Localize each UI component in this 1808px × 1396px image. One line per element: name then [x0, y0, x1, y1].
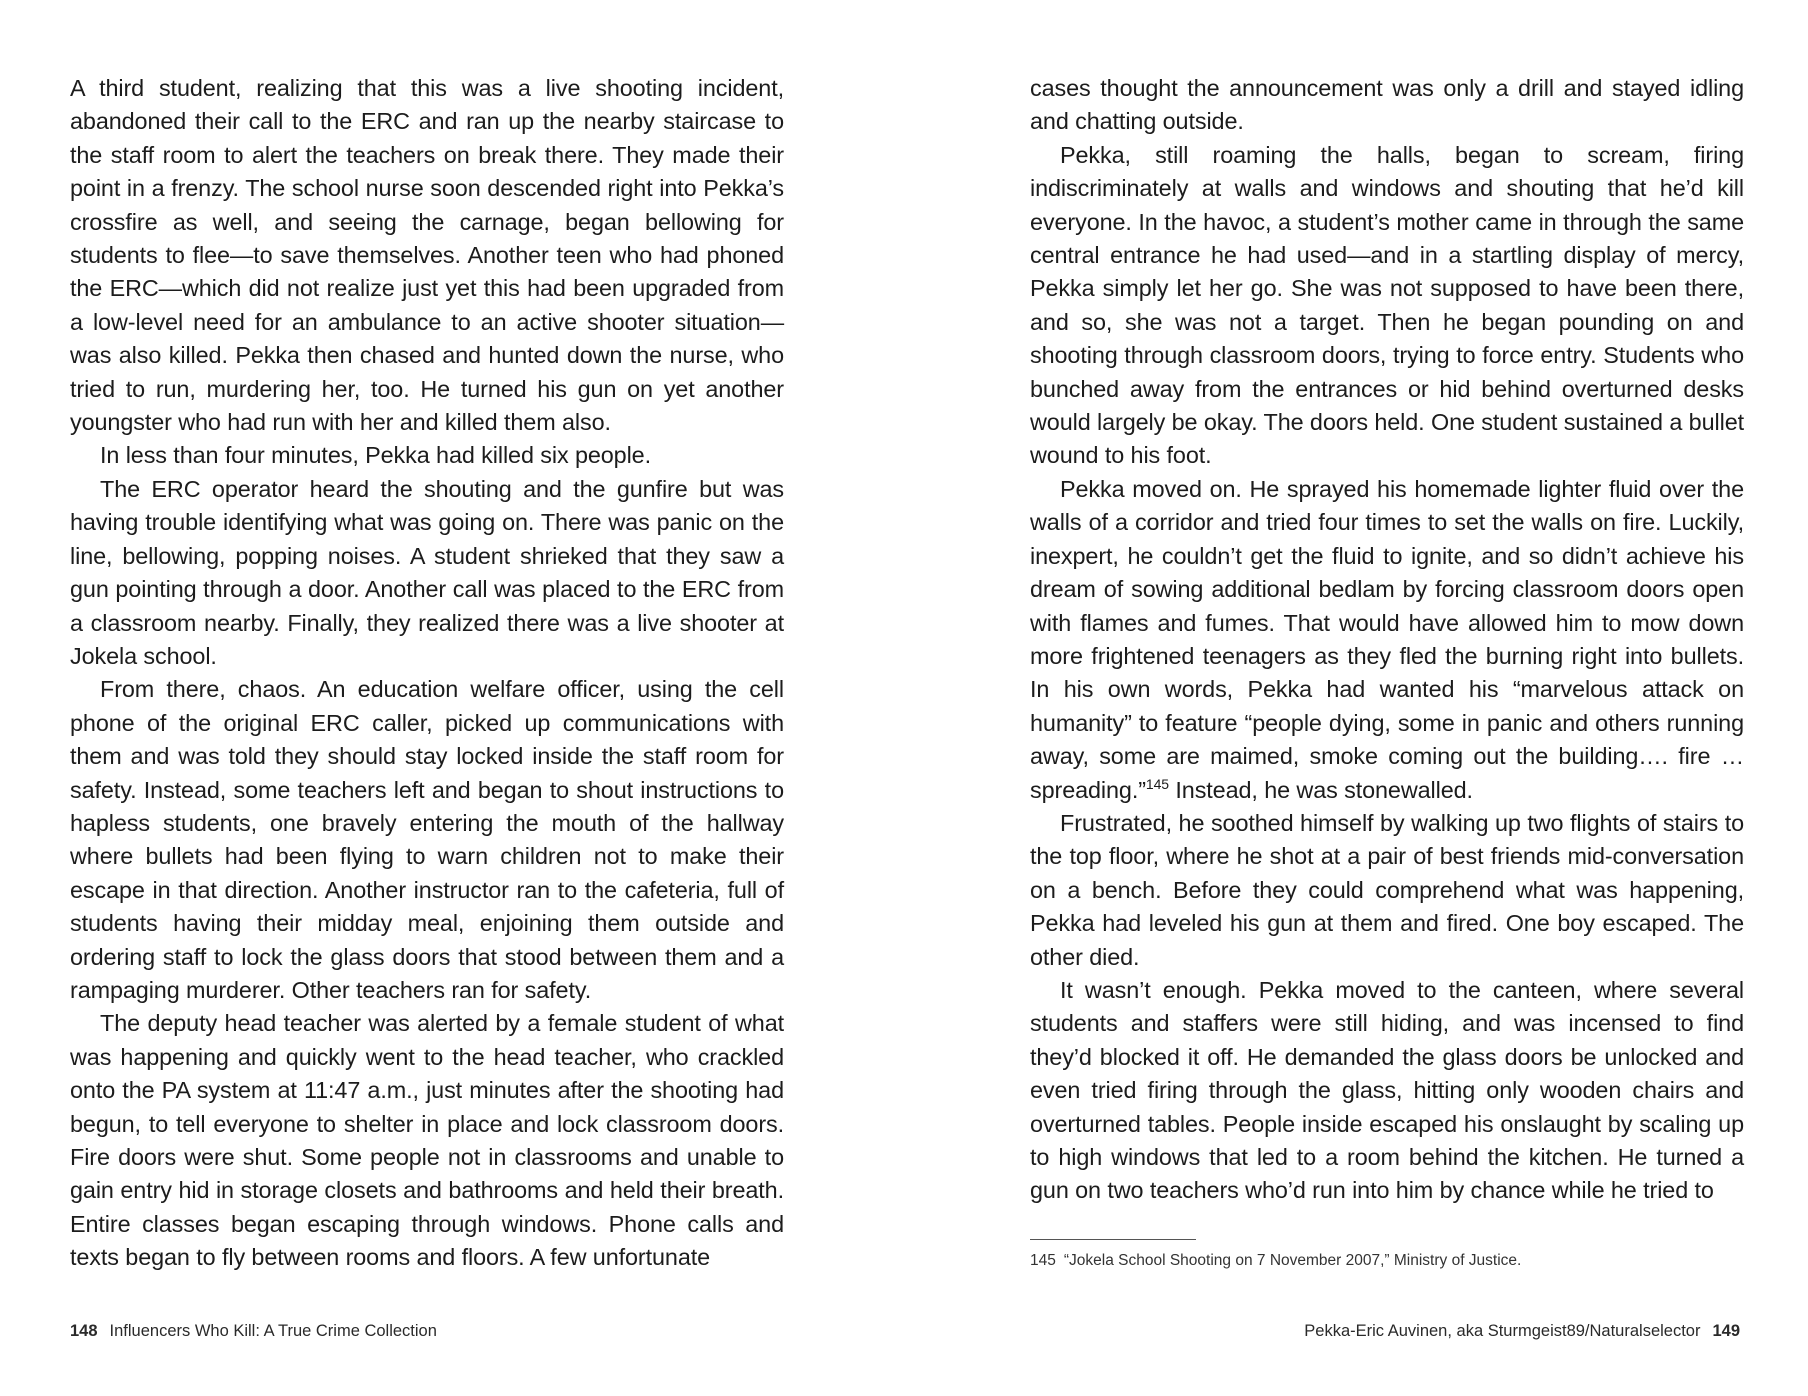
paragraph-text: Pekka moved on. He sprayed his homemade lighter fluid over the walls of a corridor and tried four times to set the walls on fire. Luckily, inexpert, he couldn’t get the fluid to ignite, and so didn’t achieve his dream of sowing additional bedlam by forcing classroom doors open with flames and fumes. That would have allowed him to mow down more frightened teenagers as they fled the burning right into bullets. In his own words, Pekka had wanted his “marvelous attack on humanity” to feature “people dying, some in panic and others running away, some are maimed, smoke coming out the building…. fire … spreading.” [1030, 475, 1744, 803]
body-paragraph: From there, chaos. An education welfare officer, using the cell phone of the original ERC caller, picked up communications with them and was told they should stay locked inside the staff room for safety. Instead, some teachers left and began to shout instructions to hapless students, one bravely entering the mouth of the hallway where bullets had been flying to warn children not to make their escape in that direction. Another instructor ran to the cafeteria, full of students having their midday meal, enjoining them outside and ordering staff to lock the glass doors that stood between them and a rampaging murderer. Other teachers ran for safety. [70, 676, 784, 1003]
right-page [1030, 72, 1744, 1208]
footnote-text: “Jokela School Shooting on 7 November 2007,” Ministry of Justice. [1063, 1252, 1522, 1269]
body-paragraph: A third student, realizing that this was a live shooting incident, abandoned their call to the ERC and ran up the nearby staircase to the staff room to alert the teachers on break there. They made their point in a frenzy. The school nurse soon descended right into Pekka’s crossfire as well, and seeing the carnage, began bellowing for students to flee—to save themselves. Another teen who had phoned the ERC—which did not realize just yet this had been upgraded from a low-level need for an ambulance to an active shooter situation—was also killed. Pekka then chased and hunted down the nurse, who tried to run, murdering her, too. He turned his gun on yet another youngster who had run with her and killed them also. [70, 75, 784, 436]
body-paragraph: cases thought the announcement was only a drill and stayed idling and chatting outside. [1030, 75, 1744, 135]
body-paragraph: It wasn’t enough. Pekka moved to the canteen, where several students and staffers were still hiding, and was incensed to find they’d blocked it off. He demanded the glass doors be unlocked and even tried firing through the glass, hitting only wooden chairs and overturned tables. People inside escaped his onslaught by scaling up to high windows that led to a room behind the kitchen. He turned a gun on two teachers who’d run into him by chance while he tried to [1030, 976, 1744, 1204]
body-paragraph: Pekka, still roaming the halls, began to scream, firing indiscriminately at walls and windows and shouting that he’d kill everyone. In the havoc, a student’s mother came in through the same central entrance he had used—and in a startling display of mercy, Pekka simply let her go. She was not supposed to have been there, and so, she was not a target. Then he began pounding on and shooting through classroom doors, trying to force entry. Students who bunched away from the entrances or hid behind overturned desks would largely be okay. The doors held. One student sustained a bullet wound to his foot. [1030, 141, 1744, 469]
footnote-reference[interactable]: 145 [1145, 775, 1169, 792]
body-paragraph: The deputy head teacher was alerted by a female student of what was happening and quickly went to the head teacher, who crackled onto the PA system at 11:47 a.m., just minutes after the shooting had begun, to tell everyone to shelter in place and lock classroom doors. Fire doors were shut. Some people not in classrooms and unable to gain entry hid in storage closets and bathrooms and held their breath. Entire classes began escaping through windows. Phone calls and texts began to fly between rooms and floors. A few unfortunate [70, 1010, 784, 1271]
body-paragraph: In less than four minutes, Pekka had killed six people. [100, 442, 651, 469]
left-page [70, 72, 784, 1275]
paragraph-text: Instead, he was stonewalled. [1168, 776, 1473, 803]
footnote [1030, 1252, 1521, 1270]
footnote-divider [1030, 1239, 1196, 1240]
page-number: 149 [1712, 1322, 1740, 1340]
right-page-footer [1304, 1322, 1740, 1341]
page-number: 148 [70, 1322, 98, 1340]
footnote-number: 145 [1030, 1252, 1056, 1269]
running-head: Pekka-Eric Auvinen, aka Sturmgeist89/Naturalselector [1304, 1322, 1701, 1340]
body-paragraph-with-note [1030, 473, 1744, 807]
body-paragraph: Frustrated, he soothed himself by walking up two flights of stairs to the top floor, where he shot at a pair of best friends mid-conversation on a bench. Before they could comprehend what was happening, Pekka had leveled his gun at them and fired. One boy escaped. The other died. [1030, 809, 1744, 970]
left-page-footer [70, 1322, 437, 1341]
body-paragraph: The ERC operator heard the shouting and the gunfire but was having trouble identifying what was going on. There was panic on the line, bellowing, popping noises. A student shrieked that they saw a gun pointing through a door. Another call was placed to the ERC from a classroom nearby. Finally, they realized there was a live shooter at Jokela school. [70, 475, 784, 669]
running-head: Influencers Who Kill: A True Crime Collection [109, 1322, 437, 1340]
